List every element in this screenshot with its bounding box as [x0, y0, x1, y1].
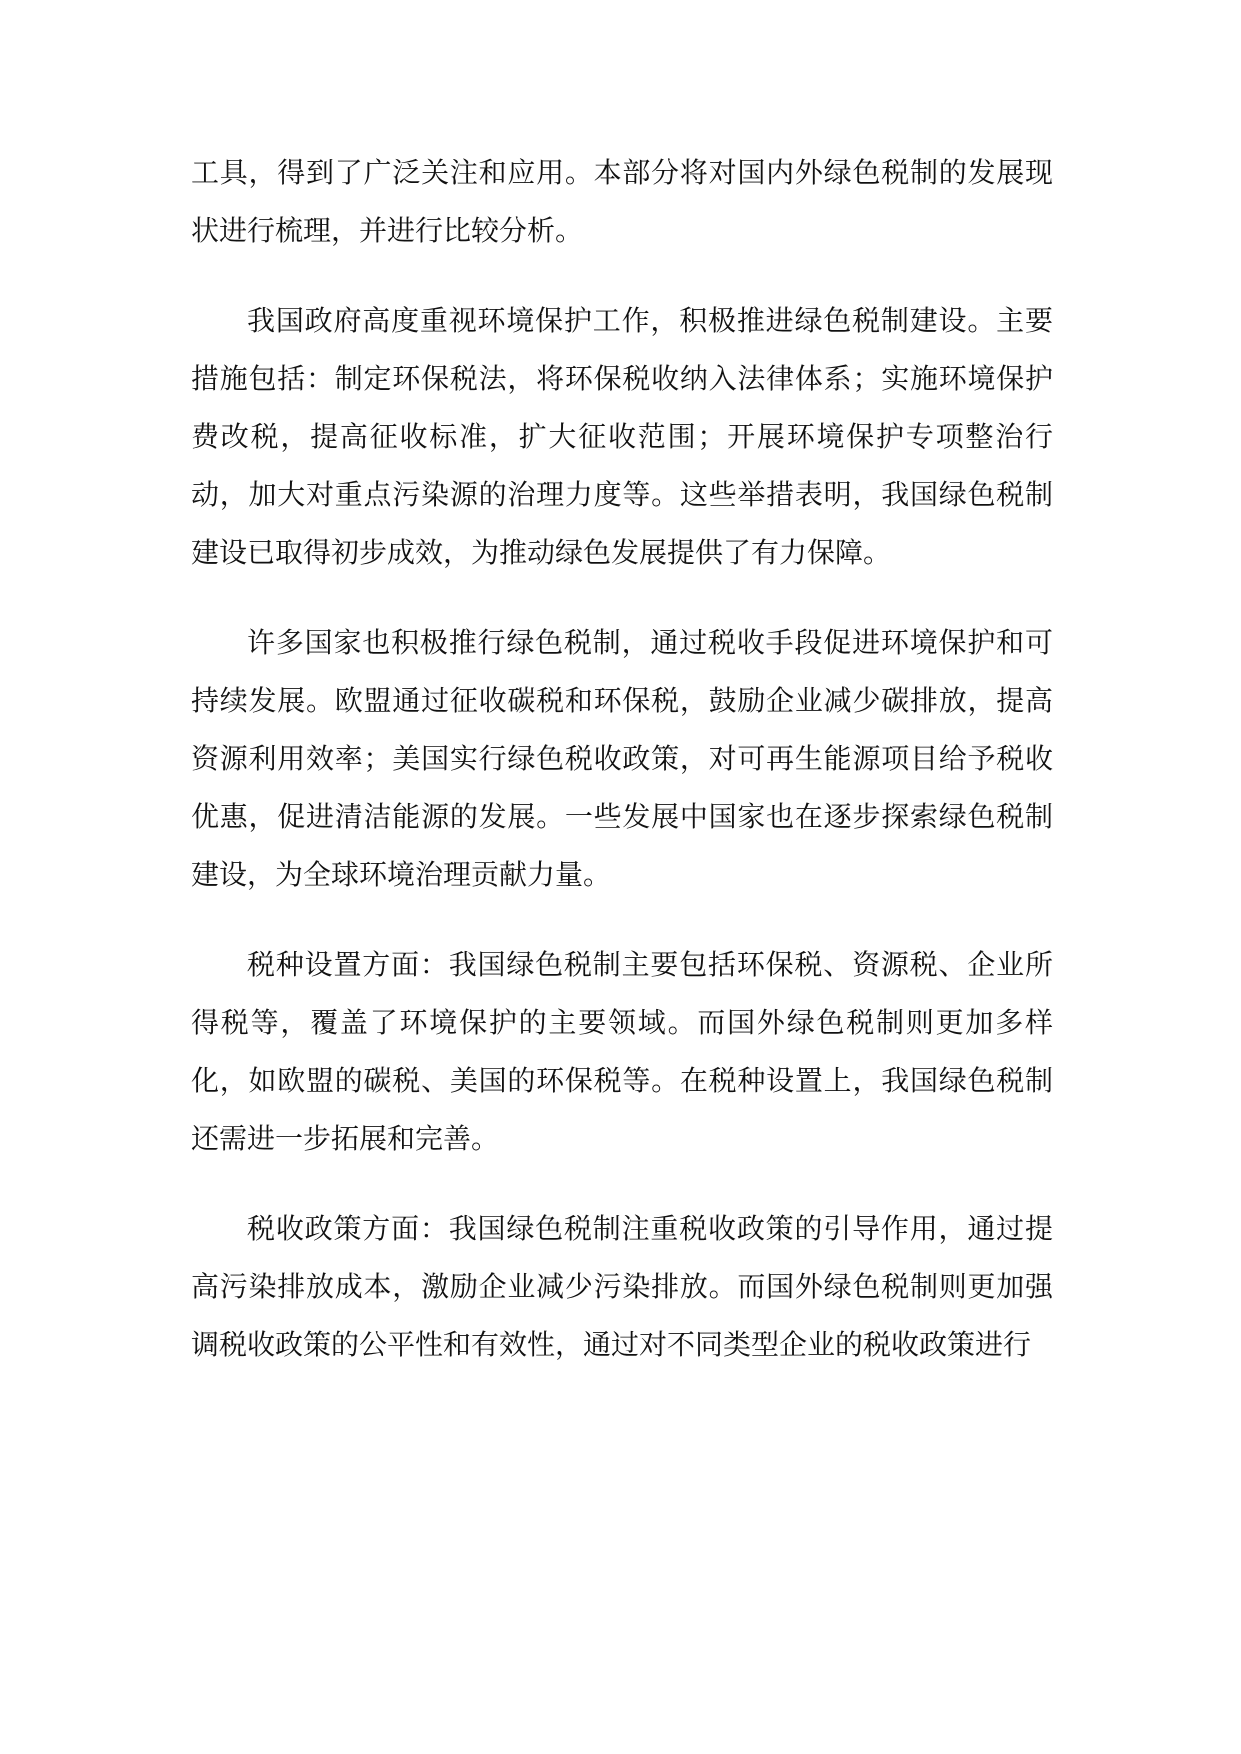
paragraph-domestic-measures: 我国政府高度重视环境保护工作，积极推进绿色税制建设。主要措施包括：制定环保税法，将环保税收纳入法律体系；实施环境保护费改税，提高征收标准，扩大征收范围；开展环境保护专项整治行动，加大对重点污染源的治理力度等。这些举措表明，我国绿色税制建设已取得初步成效，为推动绿色发展提供了有力保障。	[191, 304, 1053, 569]
paragraph-tax-types: 税种设置方面：我国绿色税制主要包括环保税、资源税、企业所得税等，覆盖了环境保护的主要领域。而国外绿色税制则更加多样化，如欧盟的碳税、美国的环保税等。在税种设置上，我国绿色税制还需进一步拓展和完善。	[191, 948, 1053, 1155]
paragraph-tax-policy: 税收政策方面：我国绿色税制注重税收政策的引导作用，通过提高污染排放成本，激励企业减少污染排放。而国外绿色税制则更加强调税收政策的公平性和有效性，通过对不同类型企业的税收政策进行	[191, 1212, 1053, 1361]
paragraph-foreign-practice: 许多国家也积极推行绿色税制，通过税收手段促进环境保护和可持续发展。欧盟通过征收碳税和环保税，鼓励企业减少碳排放，提高资源利用效率；美国实行绿色税收政策，对可再生能源项目给予税收优惠，促进清洁能源的发展。一些发展中国家也在逐步探索绿色税制建设，为全球环境治理贡献力量。	[191, 626, 1053, 891]
paragraph-continuation: 工具，得到了广泛关注和应用。本部分将对国内外绿色税制的发展现状进行梳理，并进行比较分析。	[191, 156, 1053, 247]
document-body	[191, 144, 1053, 1406]
